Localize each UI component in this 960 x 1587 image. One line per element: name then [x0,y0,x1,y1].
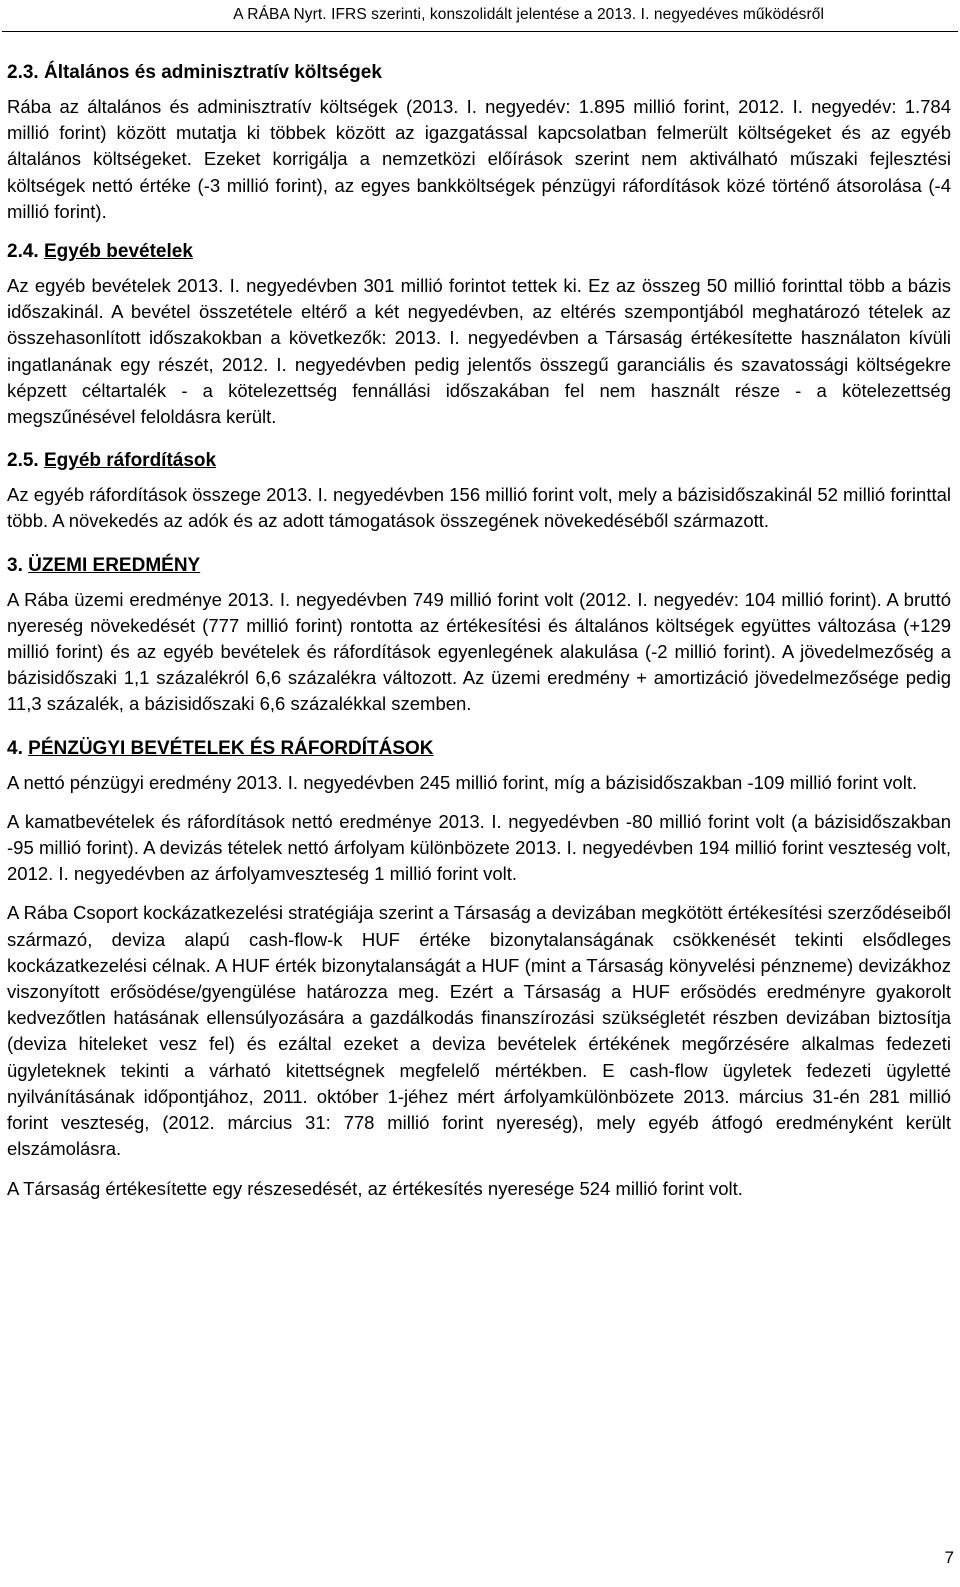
section-title: Egyéb ráfordítások [43,450,217,472]
section-number: 2.3. [7,62,39,83]
section-title: Általános és adminisztratív költségek [43,62,382,83]
page-number: 7 [944,1548,954,1567]
paragraph: A nettó pénzügyi eredmény 2013. I. negyedévben 245 millió forint, míg a bázisidőszakban -109 millió forint volt. [7,771,918,793]
section-title: PÉNZÜGYI BEVÉTELEK ÉS RÁFORDÍTÁSOK [28,737,434,759]
section-title: ÜZEMI EREDMÉNY [28,554,201,576]
section-heading-2-3 [7,58,951,88]
paragraph: A kamatbevételek és ráfordítások nettó eredménye 2013. I. negyedévben -80 millió forint volt (a bázisidőszakban -95 millió forint). A devizás tételek nettó árfolyam különbözete 2013. I. negyedévben 194 millió forint veszteség volt, 2012. I. negyedévben az árfolyamveszteség 1 millió forint volt. [7,810,951,885]
section-number: 3. [7,554,23,576]
section-heading-4 [7,734,951,764]
section-number: 2.4. [7,241,39,263]
paragraph: Az egyéb ráfordítások összege 2013. I. negyedévben 156 millió forint volt, mely a bázisidőszakinál 52 millió forinttal több. A növekedés az adók és az adott támogatások összegének növekedéséből származott. [7,484,952,532]
header-divider [2,31,958,32]
section-heading-3 [7,551,951,581]
section-number: 2.5. [7,450,39,472]
section-title: Egyéb bevételek [43,241,193,263]
document-body [7,58,951,1202]
section-heading-2-5 [7,446,951,476]
paragraph: Rába az általános és adminisztratív költségek (2013. I. negyedév: 1.895 millió forint, 2012. I. negyedév: 1.784 millió forint) között mutatja ki többek között az igazgatással kapcsolatban felmerült költségeket és az egyéb általános költségeket. Ezeket korrigálja a nemzetközi előírások szerint nem aktiválható műszaki fejlesztési költségek nettó értéke (-3 millió forint), az egyes bankköltségek pénzügyi ráfordítások közé történő átsorolása (-4 millió forint). [7,96,951,222]
paragraph: Az egyéb bevételek 2013. I. negyedévben 301 millió forintot tettek ki. Ez az összeg 50 millió forinttal több a bázis időszakinál. A bevétel összetétele eltérő a két negyedévben, az eltérés szempontjából meghatározó tételek az összehasonlított időszakokban a következők: 2013. I. negyedévben a Társaság értékesítette használaton kívüli ingatlanának egy részét, 2012. I. negyedévben pedig jelentős összegű garanciális és szavatossági költségekre képzett céltartalék - a kötelezettség fennállási időszakában fel nem használt része - a kötelezettség megszűnésével feloldásra került. [7,275,951,428]
section-heading-2-4 [7,237,951,267]
running-header: A RÁBA Nyrt. IFRS szerinti, konszolidált jelentése a 2013. I. negyedéves működésről [233,6,824,23]
paragraph: A Társaság értékesítette egy részesedését, az értékesítés nyeresége 524 millió forint volt. [7,1177,743,1199]
section-number: 4. [7,737,23,759]
paragraph: A Rába Csoport kockázatkezelési stratégiája szerint a Társaság a devizában megkötött értékesítési szerződéseiből származó, deviza alapú cash-flow-k HUF értéke bizonytalanságának csökkenését tekinti elsődleges kockázatkezelési célnak. A HUF érték bizonytalanságát a HUF (mint a Társaság könyvelési pénzneme) devizákhoz viszonyított erősödése/gyengülése határozza meg. Ezért a Társaság a HUF erősödés eredményre gyakorolt kedvezőtlen hatásának ellensúlyozására a gazdálkodás finanszírozási szükségletét részben devizában biztosítja (deviza hiteleket vesz fel) és ezáltal ezeket a deviza bevételek értékének megőrzésére alkalmas fedezeti ügyleteknek tekinti a várható kitettségnek megfelelő mértékben. E cash-flow ügyletek fedezeti ügyletté nyilvánításának időpontjához, 2011. október 1-jéhez mért árfolyamkülönbözete 2013. március 31-én 281 millió forint veszteség, (2012. március 31: 778 millió forint nyereség), mely egyéb átfogó eredményként került elszámolásra. [7,902,951,1160]
paragraph: A Rába üzemi eredménye 2013. I. negyedévben 749 millió forint volt (2012. I. negyedév: 104 millió forint). A bruttó nyereség növekedését (777 millió forint) rontotta az értékesítési és általános költségek együttes változása (+129 millió forint) és az egyéb bevételek és ráfordítások egyenlegének alakulása (-2 millió forint). A jövedelmezőség a bázisidőszaki 1,1 százalékról 6,6 százalékra változott. Az üzemi eredmény + amortizáció jövedelmezősége pedig 11,3 százalék, a bázisidőszaki 6,6 százalékkal szemben. [7,588,951,715]
